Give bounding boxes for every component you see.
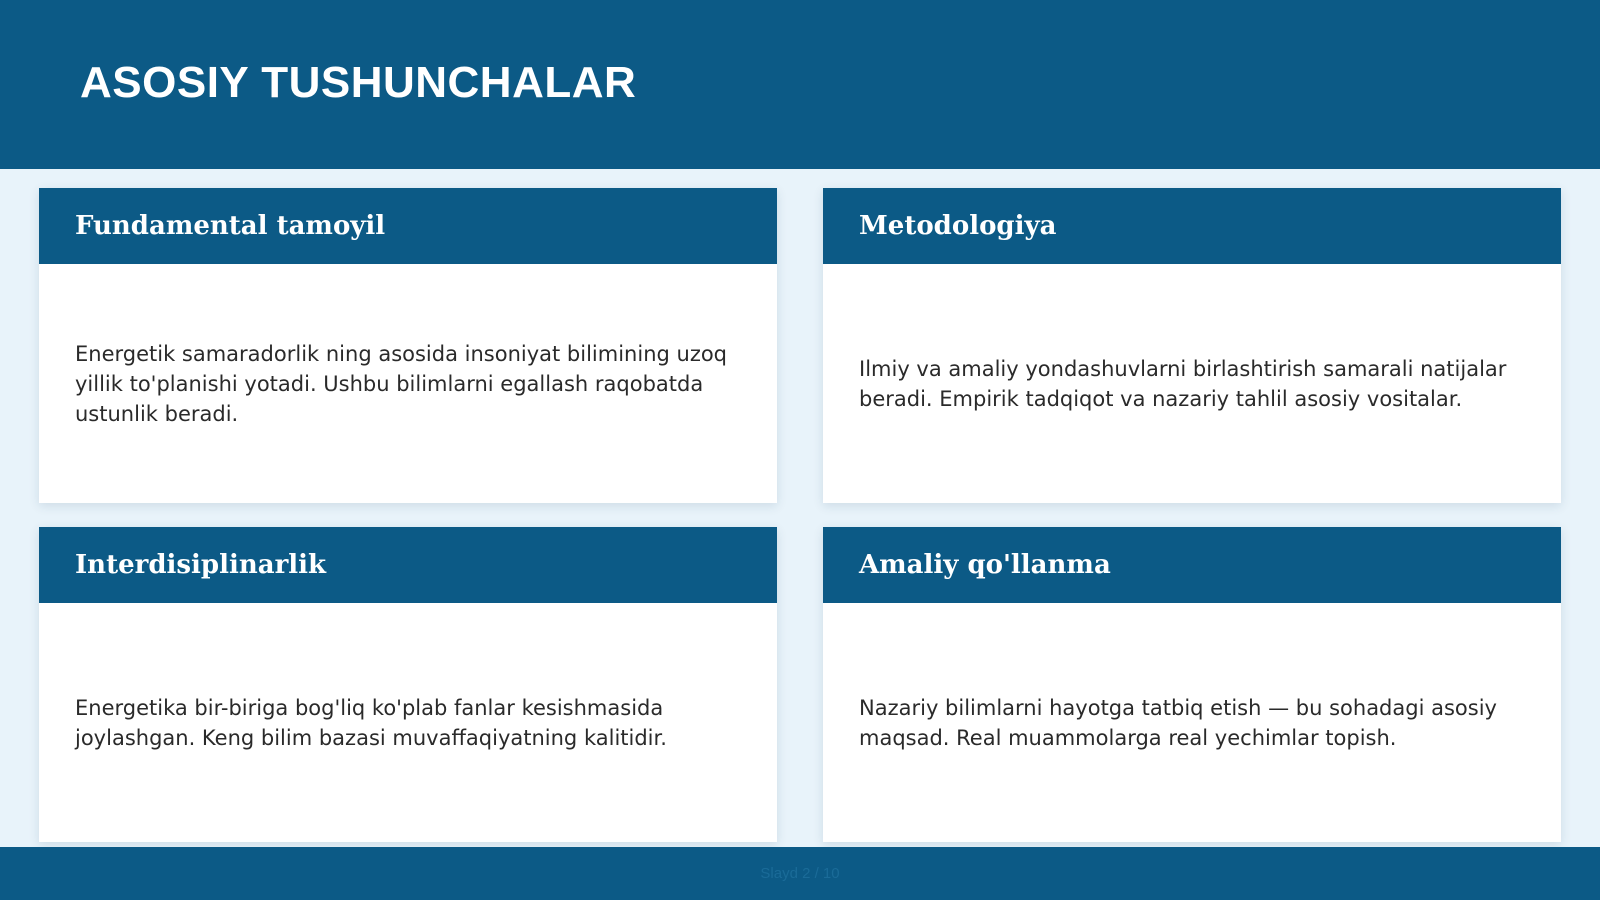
concept-card-fundamental (39, 188, 777, 503)
card-header (823, 527, 1561, 603)
card-title: Amaliy qo'llanma (859, 550, 1111, 580)
card-text: Ilmiy va amaliy yondashuvlarni birlashtirish samarali natijalar beradi. Empirik tadqiqot va nazariy tahlil asosiy vositalar. (859, 356, 1507, 411)
card-title: Metodologiya (859, 211, 1057, 241)
concept-card-methodology (823, 188, 1561, 503)
slide-number: Slayd 2 / 10 (760, 865, 840, 882)
card-text: Energetika bir-biriga bog'liq ko'plab fanlar kesishmasida joylashgan. Keng bilim bazasi muvaffaqiyatning kalitidir. (75, 695, 667, 750)
header-bar (0, 0, 1600, 169)
card-title: Fundamental tamoyil (75, 211, 386, 241)
footer-bar (0, 847, 1600, 900)
concept-card-interdisciplinary (39, 527, 777, 842)
card-title: Interdisiplinarlik (75, 550, 327, 580)
card-header (39, 527, 777, 603)
card-body (39, 603, 777, 842)
page-title: ASOSIY TUSHUNCHALAR (80, 58, 637, 107)
concept-card-practical (823, 527, 1561, 842)
card-header (823, 188, 1561, 264)
card-text: Energetik samaradorlik ning asosida insoniyat bilimining uzoq yillik to'planishi yotadi. Ushbu bilimlarni egallash raqobatda ustunlik beradi. (75, 341, 728, 426)
card-body (823, 264, 1561, 503)
card-text: Nazariy bilimlarni hayotga tatbiq etish — bu sohadagi asosiy maqsad. Real muammolarga real yechimlar topish. (859, 695, 1497, 750)
card-body (39, 264, 777, 503)
card-body (823, 603, 1561, 842)
card-header (39, 188, 777, 264)
